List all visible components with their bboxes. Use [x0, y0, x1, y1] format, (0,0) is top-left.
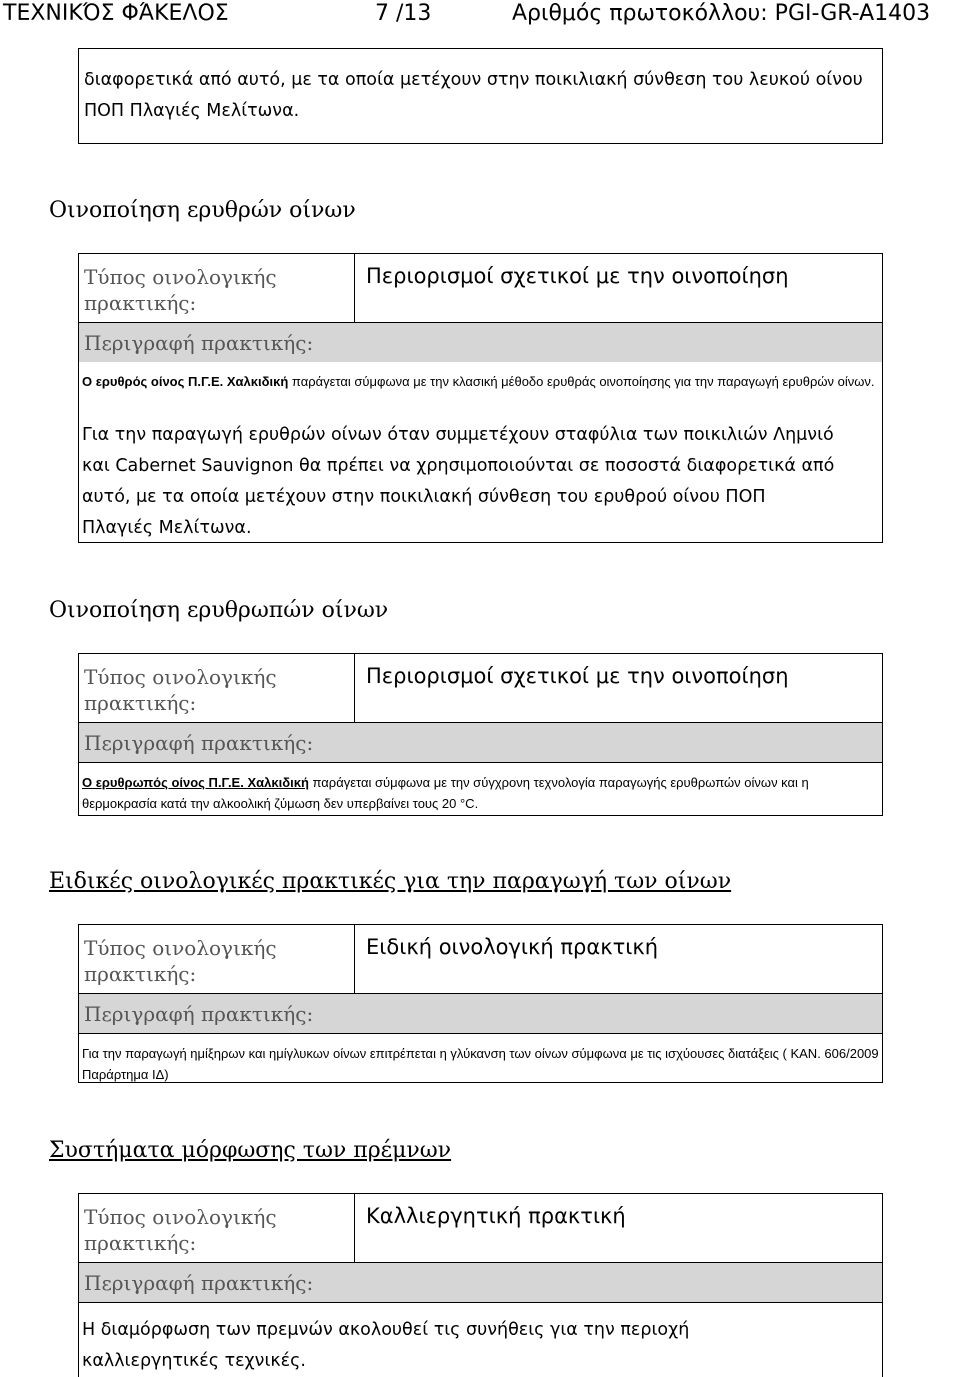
- page-number: 7 /13: [375, 1, 432, 26]
- description-text: Για την παραγωγή ερυθρών οίνων όταν συμμετέχουν σταφύλια των ποικιλιών Λημνιό και Cabernet Sauvignon θα πρέπει να χρησιμοποιούνται σε ποσοστά διαφορετικά από αυτό, με τα οποία μετέχουν στην ποικιλιακή σύνθεση του ερυθρού οίνου ΠΟΠ Πλαγιές Μελίτωνα.: [82, 425, 835, 538]
- type-value: Ειδική οινολογική πρακτική: [366, 935, 659, 959]
- continued-box: [78, 48, 883, 144]
- continued-text: διαφορετικά από αυτό, με τα οποία μετέχουν στην ποικιλιακή σύνθεση του λευκού οίνου ΠΟΠ Πλαγιές Μελίτωνα.: [84, 70, 863, 121]
- description-rest: παράγεται σύμφωνα με την σύγχρονη τεχνολογία παραγωγής ερυθρωπών οίνων και η θερμοκρασία κατά την αλκοολική ζύμωση δεν υπερβαίνει τους 20 °C.: [82, 775, 809, 811]
- divider: [79, 762, 882, 763]
- description-label-row: [79, 1262, 882, 1302]
- description-text: Η διαμόρφωση των πρεμνών ακολουθεί τις συνήθεις για την περιοχή καλλιεργητικές τεχνικές.: [82, 1320, 690, 1371]
- type-label-cell: [79, 654, 355, 722]
- description-text: [82, 772, 880, 814]
- description-label-row: [79, 722, 882, 762]
- description-small: [82, 371, 877, 392]
- section-title-training-systems: Συστήματα μόρφωσης των πρέμνων: [49, 1138, 452, 1163]
- type-label: Τύπος οινολογικής πρακτικής:: [84, 665, 277, 715]
- type-label: Τύπος οινολογικής πρακτικής:: [84, 1205, 277, 1255]
- type-value: Περιορισμοί σχετικοί με την οινοποίηση: [366, 664, 789, 688]
- section-rose-wine-box: [78, 653, 883, 816]
- section-training-systems-box: [78, 1193, 883, 1377]
- divider: [79, 1033, 882, 1034]
- wine-name: Ο ερυθρός οίνος Π.Γ.Ε. Χαλκιδική: [82, 374, 289, 389]
- wine-name: Ο ερυθρωπός οίνος Π.Γ.Ε. Χαλκιδική: [82, 775, 309, 790]
- description-text: Για την παραγωγή ημίξηρων και ημίγλυκων οίνων επιτρέπεται η γλύκανση των οίνων σύμφωνα με τις ισχύουσες διατάξεις ( ΚΑΝ. 606/2009 Παράρτημα ΙΔ): [82, 1046, 879, 1082]
- section-title-rose-wine: Οινοποίηση ερυθρωπών οίνων: [49, 598, 389, 623]
- description-small-text: παράγεται σύμφωνα με την κλασική μέθοδο ερυθράς οινοποίησης για την παραγωγή ερυθρών οίνων.: [288, 374, 875, 389]
- type-label: Τύπος οινολογικής πρακτικής:: [84, 265, 277, 315]
- document-type: ΤΕΧΝΙΚΌΣ ΦΆΚΕΛΟΣ: [3, 1, 229, 26]
- type-label-cell: [79, 925, 355, 993]
- type-label: Τύπος οινολογικής πρακτικής:: [84, 936, 277, 986]
- section-special-practices-box: [78, 924, 883, 1083]
- description-label: Περιγραφή πρακτικής:: [84, 331, 314, 355]
- type-value: Καλλιεργητική πρακτική: [366, 1204, 626, 1228]
- description-label: Περιγραφή πρακτικής:: [84, 1002, 314, 1026]
- type-label-cell: [79, 1194, 355, 1262]
- section-red-wine-box: [78, 253, 883, 543]
- type-value: Περιορισμοί σχετικοί με την οινοποίηση: [366, 264, 789, 288]
- section-title-special-practices: Ειδικές οινολογικές πρακτικές για την παραγωγή των οίνων: [49, 869, 732, 894]
- description-label: Περιγραφή πρακτικής:: [84, 1271, 314, 1295]
- type-label-cell: [79, 254, 355, 322]
- protocol-number: Αριθμός πρωτοκόλλου: PGI-GR-A1403: [512, 1, 931, 26]
- description-label-row: [79, 993, 882, 1033]
- section-title-red-wine: Οινοποίηση ερυθρών οίνων: [49, 198, 356, 223]
- description-label: Περιγραφή πρακτικής:: [84, 731, 314, 755]
- description-label-row: [79, 322, 882, 362]
- divider: [79, 1302, 882, 1303]
